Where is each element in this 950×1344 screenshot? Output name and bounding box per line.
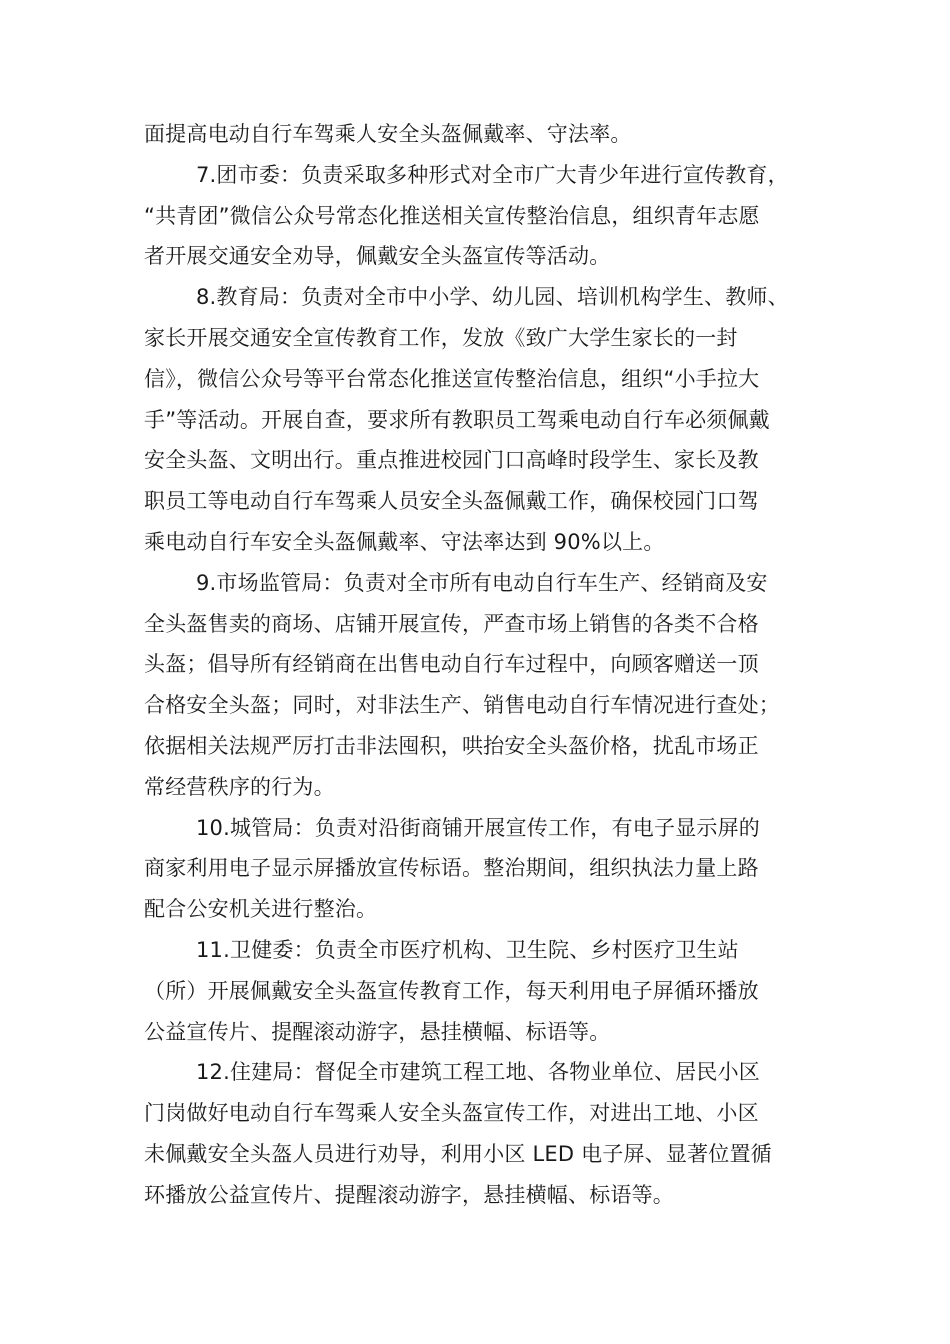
text-line: 8.教育局：负责对全市中小学、幼儿园、培训机构学生、教师、 [196,285,789,310]
text-line: 门岗做好电动自行车驾乘人安全头盔宣传工作，对进出工地、小区 [144,1101,759,1126]
text-line: 手”等活动。开展自查，要求所有教职员工驾乘电动自行车必须佩戴 [144,407,770,432]
text-line: 乘电动自行车安全头盔佩戴率、守法率达到 90%以上。 [144,529,665,554]
text-line: 环播放公益宣传片、提醒滚动游字，悬挂横幅、标语等。 [144,1182,674,1207]
text-line: 者开展交通安全劝导，佩戴安全头盔宣传等活动。 [144,244,611,269]
text-line: 配合公安机关进行整治。 [144,897,378,922]
text-line: 全头盔售卖的商场、店铺开展宣传，严查市场上销售的各类不合格 [144,611,759,636]
text-line: （所）开展佩戴安全头盔宣传教育工作，每天利用电子屏循环播放 [144,978,759,1003]
text-line: 常经营秩序的行为。 [144,774,335,799]
text-line: 公益宣传片、提醒滚动游字，悬挂横幅、标语等。 [144,1019,611,1044]
text-line: 安全头盔、文明出行。重点推进校园门口高峰时段学生、家长及教 [144,448,759,473]
text-line: 10.城管局：负责对沿街商铺开展宣传工作，有电子显示屏的 [196,815,760,840]
text-line: 合格安全头盔；同时，对非法生产、销售电动自行车情况进行查处； [144,693,780,718]
text-line: 信》，微信公众号等平台常态化推送宣传整治信息，组织“小手拉大 [144,366,760,391]
text-line: 依据相关法规严厉打击非法囤积，哄抬安全头盔价格，扰乱市场正 [144,733,759,758]
text-line: 面提高电动自行车驾乘人安全头盔佩戴率、守法率。 [144,122,632,146]
text-line: 未佩戴安全头盔人员进行劝导，利用小区 LED 电子屏、显著位置循 [144,1141,772,1166]
text-line: 7.团市委：负责采取多种形式对全市广大青少年进行宣传教育， [196,162,789,187]
text-line: 家长开展交通安全宣传教育工作，发放《致广大学生家长的一封 [144,325,738,350]
text-line: 9.市场监管局：负责对全市所有电动自行车生产、经销商及安 [196,570,768,595]
text-line: “共青团”微信公众号常态化推送相关宣传整治信息，组织青年志愿 [144,203,760,228]
text-line: 头盔；倡导所有经销商在出售电动自行车过程中，向顾客赠送一顶 [144,652,759,677]
document-body [144,114,844,1216]
text-line: 商家利用电子显示屏播放宣传标语。整治期间，组织执法力量上路 [144,856,759,881]
text-line: 11.卫健委：负责全市医疗机构、卫生院、乡村医疗卫生站 [196,937,739,962]
text-line: 12.住建局：督促全市建筑工程工地、各物业单位、居民小区 [196,1060,760,1085]
text-line: 职员工等电动自行车驾乘人员安全头盔佩戴工作，确保校园门口驾 [144,489,759,514]
